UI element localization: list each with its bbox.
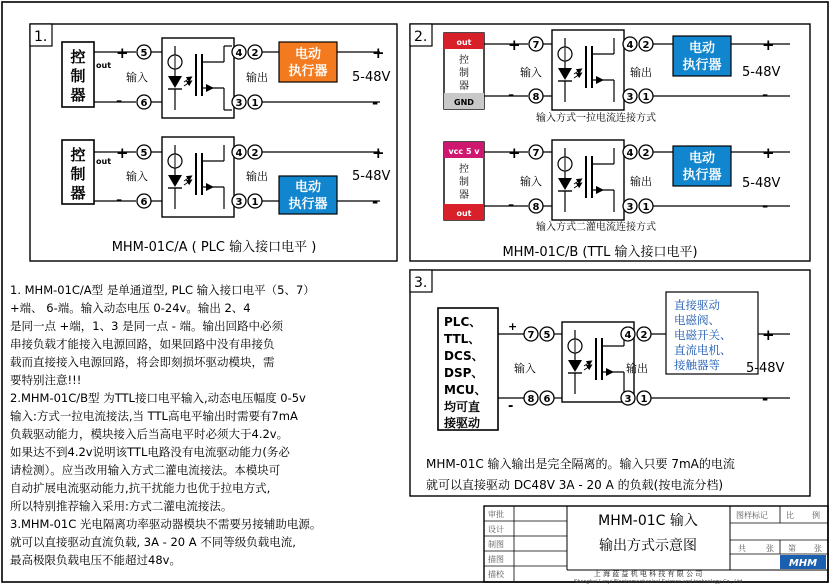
s2-top-actuator-1: 电动 [688, 41, 716, 56]
s1-input-label: 输入 [126, 71, 148, 84]
s1b-load-plus: + [372, 144, 385, 162]
s2-bot-pin-1: 1 [642, 202, 650, 213]
s1-caption: MHM-01C/A ( PLC 输入接口电平 ) [111, 240, 317, 255]
s1-load-minus: - [372, 94, 379, 112]
s1b-output-label: 输出 [246, 170, 268, 183]
s1b-actuator-2: 执行器 [288, 197, 328, 212]
s2-top-mode: 输入方式一拉电流连接方式 [536, 113, 656, 124]
s2-bot-actuator-2: 执行器 [682, 168, 722, 183]
tb-row-2: 设计 [488, 525, 504, 534]
s1b-pin-5: 5 [140, 148, 148, 159]
s2-bot-plus: + [508, 144, 521, 162]
s2-bot-load-minus: - [762, 197, 769, 215]
s2-top-pin-4: 4 [626, 40, 634, 51]
s1b-pin-3: 3 [235, 197, 243, 208]
s1-ctrl-3: 器 [70, 86, 86, 104]
s3-pin-7: 7 [527, 330, 535, 341]
s2-bot-pin-4: 4 [626, 148, 634, 159]
s3-pin-3: 3 [624, 394, 632, 405]
s1b-voltage: 5-48V [352, 169, 391, 184]
s3-pin-1: 1 [640, 394, 648, 405]
s2-top-minus: - [508, 86, 515, 104]
note-line: 2.MHM-01C/B型 为TTL接口电平输入,动态电压幅度 0-5v [10, 391, 306, 405]
s1b-minus: - [116, 191, 123, 209]
s1-voltage: 5-48V [352, 70, 391, 85]
s1-pin-1: 1 [251, 98, 259, 109]
s1-actuator-1: 电动 [294, 47, 322, 62]
tb-title-1: MHM-01C 输入 [598, 513, 698, 529]
note-line: 如果达不到4.2v说明该TTL电路没有电流驱动能力(务必 [10, 445, 290, 459]
s1b-input-label: 输入 [126, 170, 148, 183]
s1b-actuator-1: 电动 [294, 180, 322, 195]
s3-src-dsp: DSP、 [444, 366, 484, 380]
s2-top-output-label: 输出 [630, 66, 652, 79]
s3-load-5: 接触器等 [674, 358, 720, 372]
tb-sheet-2: 张 [814, 544, 822, 553]
s3-pin-2: 2 [640, 330, 648, 341]
s3-output-label: 输出 [626, 362, 648, 375]
s3-para-1: MHM-01C 输入输出是完全隔离的。输入只要 7mA的电流 [426, 457, 735, 471]
s3-src-dcs: DCS、 [444, 349, 484, 363]
s1-pin-3: 3 [235, 98, 243, 109]
s2-top-pin-3: 3 [626, 92, 634, 103]
s1-plus: + [116, 44, 129, 62]
note-line: 最高极限负载电压不能超过48v。 [10, 553, 181, 567]
s2-bot-load-plus: + [762, 144, 775, 162]
tb-total-1: 共 [738, 544, 746, 553]
s3-pin-5: 5 [543, 330, 551, 341]
s2-bot-ctrl-2: 制 [459, 177, 469, 188]
s2-bot-minus: - [508, 196, 515, 214]
s2-bot-output-label: 输出 [630, 175, 652, 188]
s2-top-plus: + [508, 36, 521, 54]
s3-voltage: 5-48V [746, 361, 785, 376]
tb-row-3: 制图 [488, 540, 504, 549]
tb-scale-2: 例 [812, 511, 820, 520]
s2-bot-ctrl-1: 控 [459, 164, 469, 175]
tb-company-en: Shanghai Lanyi Electromechanical Science and technology Co., Ltd [573, 579, 743, 584]
s3-input-label: 输入 [514, 362, 536, 375]
s2-bot-out: out [456, 209, 472, 218]
note-line: 自动扩展电流驱动能力,抗干扰能力也优于拉电方式, [10, 481, 271, 495]
s3-para-2: 就可以直接驱动 DC48V 3A - 20 A 的负载(按电流分档) [426, 478, 724, 492]
s2-top-ctrl-3: 器 [459, 81, 469, 92]
tb-row-1: 审批 [488, 510, 504, 519]
s1-ctrl-2: 制 [70, 67, 86, 85]
s1-load-plus: + [372, 44, 385, 62]
note-line: 就可以直接驱动直流负载, 3A - 20 A 不同等级负载电流, [10, 535, 296, 549]
s1b-plus: + [116, 144, 129, 162]
s1-pin-6: 6 [140, 98, 148, 109]
note-line: 输入:方式一拉电流接法,当 TTL高电平输出时需要有7mA [10, 409, 298, 423]
tb-company: 上 海 蓝 益 机 电 科 技 有 限 公 司 [593, 570, 703, 578]
note-line: 要特别注意!!! [10, 373, 82, 387]
s1-actuator-2: 执行器 [288, 64, 328, 79]
s1-output-label: 输出 [246, 71, 268, 84]
note-line: 所以特别推荐输入采用:方式二灌电流接法。 [10, 499, 233, 513]
s1b-pin-2: 2 [251, 148, 259, 159]
note-line: 负载驱动能力，模块接入后当高电平时必须大于4.2v。 [10, 427, 289, 441]
s2-bot-mode: 输入方式二灌电流连接方式 [536, 222, 656, 233]
s3-load-plus: + [762, 326, 775, 344]
s2-top-pin-2: 2 [642, 40, 650, 51]
s3-src-mcu: MCU、 [444, 383, 487, 397]
s2-bot-pin-7: 7 [532, 148, 540, 159]
s3-src-direct-2: 接驱动 [444, 416, 481, 430]
s2-caption: MHM-01C/B (TTL 输入接口电平) [502, 245, 698, 260]
s3-pin-6: 6 [543, 394, 551, 405]
s1b-out-label: out [96, 157, 112, 166]
s3-src-plc: PLC、 [444, 315, 482, 329]
s3-src-ttl: TTL、 [444, 332, 481, 346]
tb-row-4: 描图 [488, 555, 504, 564]
s3-pin-4: 4 [624, 330, 632, 341]
s3-load-2: 电磁阀、 [674, 313, 720, 327]
tb-sheet-1: 第 [788, 544, 796, 553]
s2-top-input-label: 输入 [520, 66, 542, 79]
s1-pin-2: 2 [251, 48, 259, 59]
s2-bot-vcc: vcc 5 v [448, 147, 480, 156]
s1b-pin-1: 1 [251, 197, 259, 208]
s2-bot-ctrl-3: 器 [459, 190, 469, 201]
note-line: +端、 6-端。输入动态电压 0-24v。输出 2、4 [10, 301, 251, 315]
s3-load-4: 直流电机、 [674, 343, 732, 357]
tb-total-2: 张 [766, 544, 774, 553]
note-line: 是同一点 +端，1、3 是同一点 - 端。输出回路中必须 [10, 319, 284, 333]
s1b-pin-6: 6 [140, 197, 148, 208]
tb-mark: 图样标记 [736, 511, 768, 520]
s1b-pin-4: 4 [235, 148, 243, 159]
s2-top-ctrl-2: 制 [459, 68, 469, 79]
s2-top-load-plus: + [762, 36, 775, 54]
s2-top-actuator-2: 执行器 [682, 58, 722, 73]
s1-minus: - [116, 92, 123, 110]
s3-pin-8: 8 [527, 394, 535, 405]
s2-bot-actuator-1: 电动 [688, 151, 716, 166]
section-3-number: 3. [414, 275, 428, 291]
s1-pin-5: 5 [140, 48, 148, 59]
s2-top-pin-8: 8 [532, 92, 540, 103]
s2-top-pin-1: 1 [642, 92, 650, 103]
s1b-ctrl-1: 控 [70, 146, 86, 164]
s2-bot-pin-3: 3 [626, 202, 634, 213]
tb-scale-1: 比 [786, 511, 794, 520]
s2-bot-pin-8: 8 [532, 202, 540, 213]
s3-src-direct-1: 均可直 [444, 400, 481, 414]
s1-pin-4: 4 [235, 48, 243, 59]
s1-ctrl-1: 控 [70, 48, 86, 66]
s1b-load-minus: - [372, 193, 379, 211]
s2-bot-input-label: 输入 [520, 175, 542, 188]
s1-out-label: out [96, 61, 112, 70]
tb-row-5: 描校 [488, 570, 504, 579]
s2-top-ctrl-1: 控 [459, 55, 469, 66]
s3-load-minus: - [762, 390, 769, 408]
tb-title-2: 输出方式示意图 [599, 538, 697, 554]
note-line: 3.MHM-01C 光电隔离功率驱动器模块不需要另接辅助电源。 [10, 517, 322, 531]
s2-bot-voltage: 5-48V [742, 176, 781, 191]
note-line: 载而直接接入电源回路，将会即刻损坏驱动模块，需 [10, 355, 275, 369]
s1b-ctrl-3: 器 [70, 184, 86, 202]
note-line: 请检测）。应当改用输入方式二灌电流接法。本模块可 [10, 463, 281, 477]
s2-top-out: out [456, 38, 472, 47]
section-1-number: 1. [34, 29, 48, 45]
s3-minus: - [508, 399, 514, 414]
s2-top-pin-7: 7 [532, 40, 540, 51]
s3-load-1: 直接驱动 [674, 298, 720, 312]
note-line: 1. MHM-01C/A型 是单通道型, PLC 输入接口电平（5、7） [10, 283, 315, 297]
s2-top-gnd: GND [454, 98, 474, 107]
s3-plus: + [508, 320, 518, 333]
s3-load-3: 电磁开关、 [674, 328, 732, 342]
s2-top-load-minus: - [762, 86, 769, 104]
logo-text: MHM [788, 558, 818, 569]
s2-bot-pin-2: 2 [642, 148, 650, 159]
section-2-number: 2. [414, 29, 428, 45]
note-line: 串接负载才能接入电源回路，如果回路中没有串接负 [10, 337, 275, 351]
s2-top-voltage: 5-48V [742, 65, 781, 80]
s1b-ctrl-2: 制 [70, 165, 86, 183]
